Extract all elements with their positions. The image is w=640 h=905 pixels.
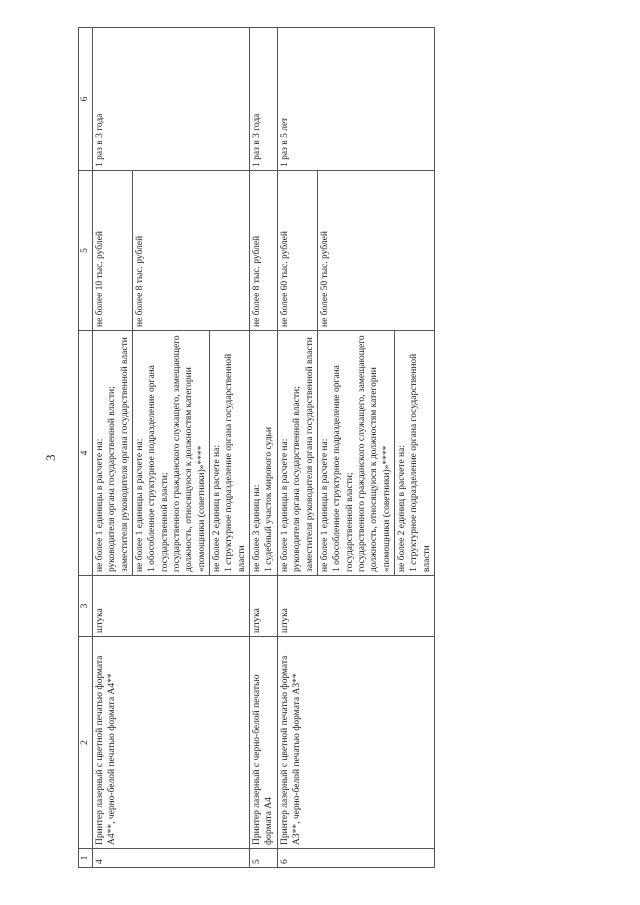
item-name: Принтер лазерный с черно-белой печатью формата А4	[250, 637, 278, 849]
row-number: 5	[250, 849, 278, 868]
replacement-term: 1 раз в 3 года	[93, 28, 250, 171]
quantity-norm: не более 1 единицы в расчете на: руководителя органа государственной власти; заместителя руководителя органа государственной власти	[93, 331, 133, 576]
replacement-term: 1 раз в 5 лет	[277, 28, 434, 171]
item-name: Принтер лазерный с цветной печатью формата А4**, черно-белой печатью формата А4**	[93, 637, 250, 849]
quantity-norm: не более 1 единицы в расчете на: 1 обособленное структурное подразделение органа государственной власти; государственного гражданского служащего, замещающего должность, относящуюся к должностям категории «помощники (советники)»****	[317, 331, 394, 576]
table-row	[93, 28, 133, 868]
header-col-4: 4	[79, 331, 93, 576]
quantity-norm: не более 2 единиц в расчете на: 1 структурное подразделение органа государственной власти	[210, 331, 250, 576]
header-col-2: 2	[79, 637, 93, 849]
rotated-table-sheet	[78, 28, 432, 868]
unit: штука	[93, 576, 250, 637]
price-norm: не более 10 тыс. рублей	[93, 171, 133, 331]
replacement-term: 1 раз в 3 года	[250, 28, 278, 171]
quantity-norm: не более 3 единиц на: 1 судебный участок мирового судьи	[250, 331, 278, 576]
header-col-6: 6	[79, 28, 93, 171]
header-col-3: 3	[79, 576, 93, 637]
header-col-5: 5	[79, 171, 93, 331]
table-row	[250, 28, 278, 868]
equipment-norms-table	[78, 27, 435, 868]
price-norm: не более 60 тыс. рублей	[277, 171, 317, 331]
row-number: 4	[93, 849, 250, 868]
page-number: 3	[43, 454, 58, 461]
unit: штука	[250, 576, 278, 637]
header-col-1: 1	[79, 849, 93, 868]
price-norm: не более 8 тыс. рублей	[133, 171, 250, 331]
table-header-row	[79, 28, 93, 868]
unit: штука	[277, 576, 434, 637]
price-norm: не более 50 тыс. рублей	[317, 171, 434, 331]
item-name: Принтер лазерный с цветной печатью формата А3**, черно-белой печатью формата А3**	[277, 637, 434, 849]
quantity-norm: не более 2 единиц в расчете на: 1 структурное подразделение органа государственной власти	[394, 331, 434, 576]
row-number: 6	[277, 849, 434, 868]
quantity-norm: не более 1 единицы в расчете на: 1 обособленное структурное подразделение органа государственной власти; государственного гражданского служащего, замещающего должность, относящуюся к должностям категории «помощники (советники)»****	[133, 331, 210, 576]
quantity-norm: не более 1 единицы в расчете на: руководителя органа государственной власти; заместителя руководителя органа государственной власти	[277, 331, 317, 576]
table-row	[277, 28, 317, 868]
price-norm: не более 8 тыс. рублей	[250, 171, 278, 331]
